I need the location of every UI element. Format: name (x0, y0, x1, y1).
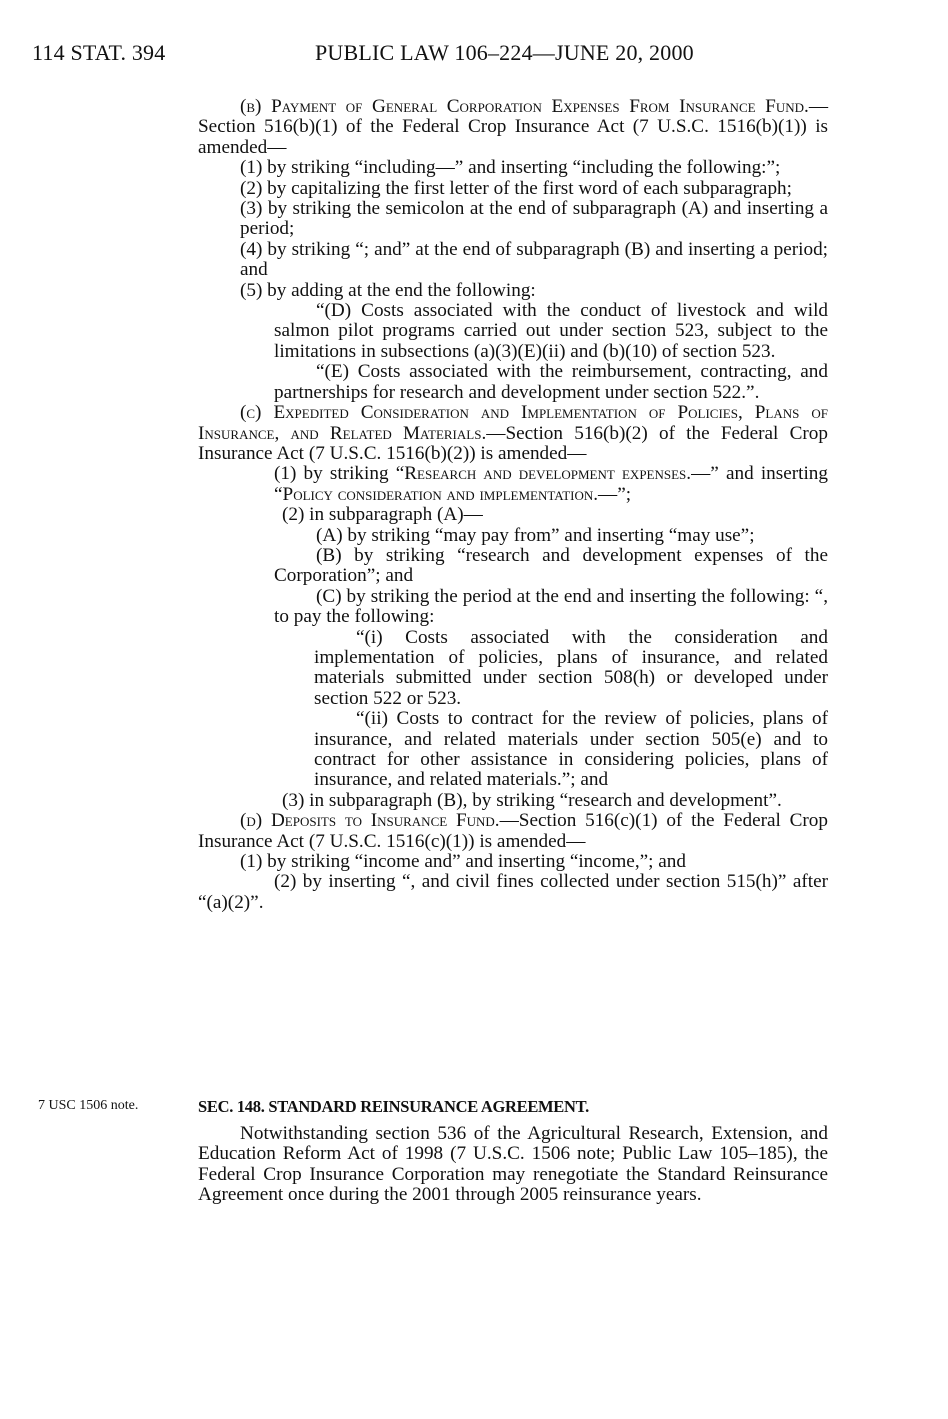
subparagraph-c2c: (C) by striking the period at the end and inserting the following: “, to pay the following: (274, 585, 828, 628)
subsection-d-heading: (d) Deposits to Insurance Fund. (240, 810, 500, 832)
paragraph-b1: (1) by striking “including—” and inserting “including the following:”; (240, 157, 781, 179)
subparagraph-c2a: (A) by striking “may pay from” and inserting “may use”; (316, 524, 755, 546)
amendment-text (198, 97, 828, 913)
subsection-c-text: —Section 516(b)(2) of the Federal Crop Insurance Act (7 U.S.C. 1516(b)(2)) is amended— (198, 422, 828, 464)
stat-citation: 114 STAT. 394 (32, 40, 166, 65)
paragraph-b2: (2) by capitalizing the first letter of the first word of each subparagraph; (240, 177, 792, 199)
subsection-b (198, 97, 828, 158)
paragraph-b3: (3) by striking the semicolon at the end of subparagraph (A) and inserting a period; (240, 198, 828, 240)
subsection-b-heading: (b) Payment of General Corporation Expenses From Insurance Fund. (240, 96, 809, 117)
paragraph-b4: (4) by striking “; and” at the end of subparagraph (B) and inserting a period; and (240, 238, 828, 281)
clause-i: “(i) Costs associated with the consideration and implementation of policies, plans of insurance, and related materials submitted under section 508(h) or developed under section 522 or 523. (314, 626, 828, 709)
inserted-subparagraph-e: “(E) Costs associated with the reimbursement, contracting, and partnerships for research and development under section 522.”. (274, 361, 828, 403)
subsection-b-text: —Section 516(b)(1) of the Federal Crop Insurance Act (7 U.S.C. 1516(b)(1)) is amended— (198, 96, 828, 158)
struck-heading: Research and development expenses.— (404, 463, 711, 485)
section-heading: SEC. 148. STANDARD REINSURANCE AGREEMENT. (198, 1097, 589, 1116)
subsection-d-text: —Section 516(c)(1) of the Federal Crop Insurance Act (7 U.S.C. 1516(c)(1)) is amended— (198, 810, 828, 852)
public-law-title: PUBLIC LAW 106–224—JUNE 20, 2000 (315, 40, 694, 65)
subsection-c-heading: (c) Expedited Consideration and Implementation of Policies, Plans of Insurance, and Related Materials. (198, 402, 828, 444)
inserted-subparagraph-d: “(D) Costs associated with the conduct of livestock and wild salmon pilot programs carried out under section 523, subject to the limitations in subsections (a)(3)(E)(ii) and (b)(10) of section 523. (274, 300, 828, 362)
subparagraph-c2b: (B) by striking “research and development expenses of the Corporation”; and (274, 544, 828, 587)
paragraph-b5: (5) by adding at the end the following: (240, 279, 536, 301)
margin-note: 7 USC 1506 note. (38, 1098, 139, 1113)
paragraph-d2: (2) by inserting “, and civil fines collected under section 515(h)” after “(a)(2)”. (198, 871, 828, 913)
paragraph-c1: (1) by striking “Research and development expenses.—” and inserting “Policy consideration and implementation.—”; (274, 463, 828, 505)
paragraph-c3: (3) in subparagraph (B), by striking “research and development”. (282, 789, 782, 811)
paragraph-c2: (2) in subparagraph (A)— (282, 504, 483, 526)
paragraph-d1: (1) by striking “income and” and inserting “income,”; and (240, 851, 686, 873)
subsection-c (198, 403, 828, 464)
section-body (198, 1124, 828, 1206)
clause-ii: “(ii) Costs to contract for the review of policies, plans of insurance, and related materials under section 505(e) and to contract for other assistance in considering policies, plans of insurance, and related materials.”; and (314, 708, 828, 791)
section-paragraph: Notwithstanding section 536 of the Agricultural Research, Extension, and Education Reform Act of 1998 (7 U.S.C. 1506 note; Public Law 105–185), the Federal Crop Insurance Corporation may renegotiate the Standard Reinsurance Agreement once during the 2001 through 2005 reinsurance years. (198, 1123, 828, 1206)
inserted-heading: Policy consideration and implementation.— (282, 483, 618, 505)
subsection-d (198, 811, 828, 852)
